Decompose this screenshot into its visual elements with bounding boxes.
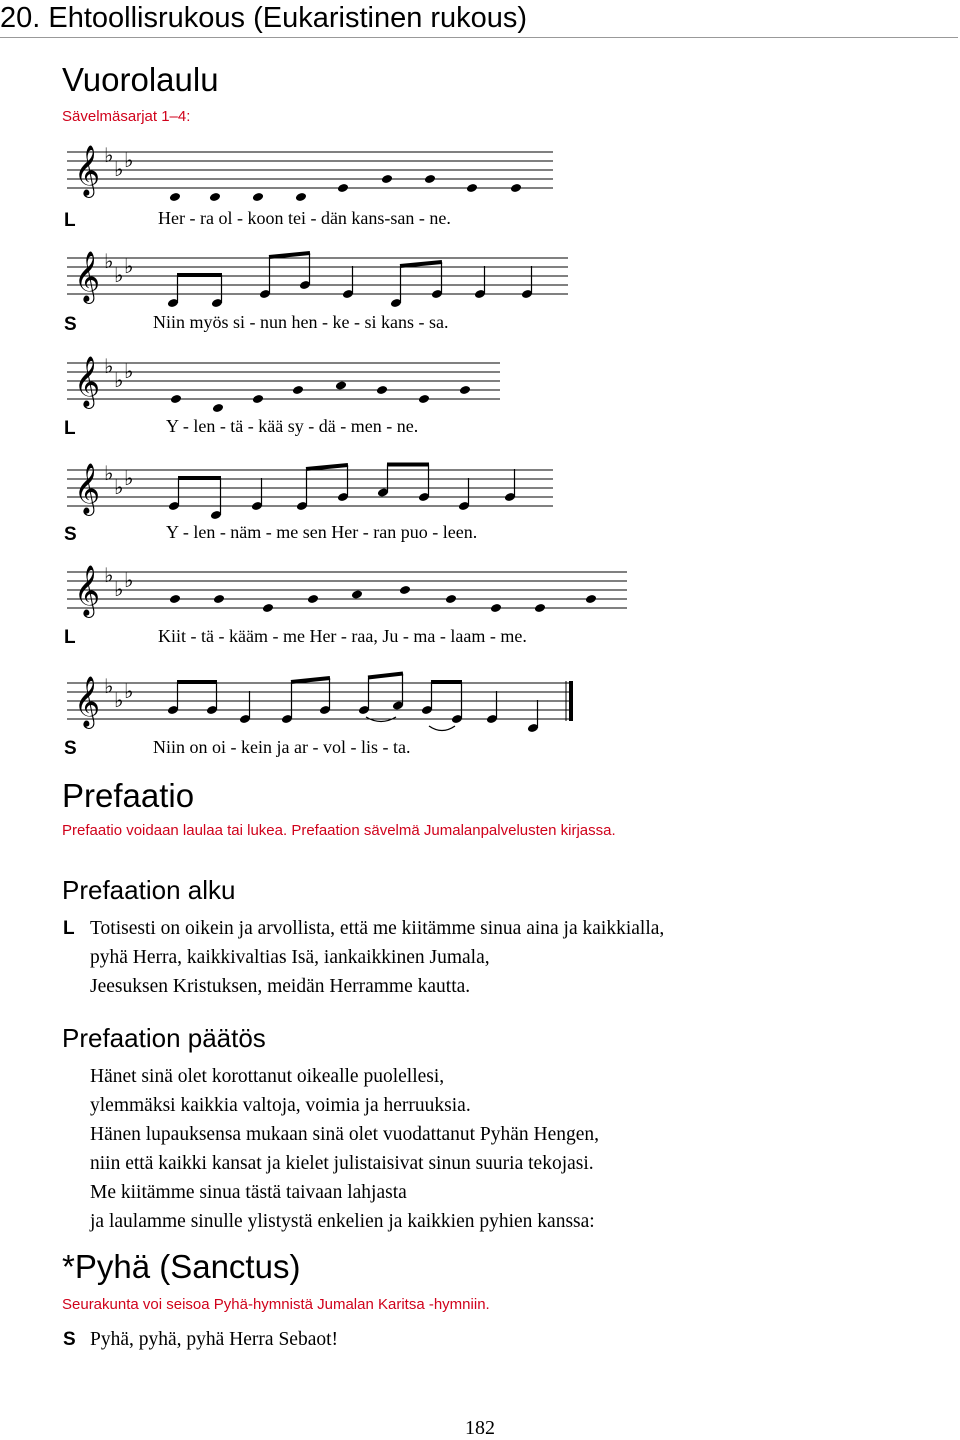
note-beam	[400, 262, 442, 266]
text-line: Hänet sinä olet korottanut oikealle puolellesi,	[90, 1066, 445, 1087]
role-marker-sanctus: S	[63, 1329, 76, 1350]
role-marker-3: L	[64, 418, 76, 439]
note-head	[295, 192, 307, 202]
note-head	[262, 603, 274, 613]
treble-clef-icon: 𝄞	[74, 356, 101, 407]
flat-sign-icon: ♭	[124, 254, 134, 278]
prefaatio-note: Prefaatio voidaan laulaa tai lukea. Prefaation sävelmä Jumalanpalvelusten kirjassa.	[62, 822, 616, 839]
prefaatio-heading: Prefaatio	[62, 777, 195, 814]
prefaation-alku-text	[90, 914, 664, 1001]
note-head	[445, 594, 457, 604]
treble-clef-icon: 𝄞	[74, 565, 101, 616]
note-head	[399, 585, 411, 595]
note-beam	[368, 674, 403, 678]
note-head	[376, 385, 388, 395]
text-line: ylemmäksi kaikkia valtoja, voimia ja herruuksia.	[90, 1095, 471, 1116]
note-head	[170, 394, 182, 404]
role-marker-alku: L	[63, 918, 75, 939]
flat-sign-icon: ♭	[114, 157, 124, 181]
prefaation-paatos-text	[90, 1062, 599, 1236]
final-bar-line	[569, 681, 573, 721]
note-head	[307, 594, 319, 604]
lyrics-line-2: Niin myös si - nun hen - ke - si kans - sa.	[153, 312, 449, 332]
lyrics-line-1: Her - ra ol - koon tei - dän kans-san - ne.	[158, 208, 451, 228]
page-number: 182	[465, 1417, 495, 1439]
role-marker-2: S	[64, 314, 77, 335]
note-head	[252, 394, 264, 404]
role-marker-4: S	[64, 524, 77, 545]
flat-sign-icon: ♭	[124, 359, 134, 383]
note-head	[534, 603, 546, 613]
note-head	[213, 594, 225, 604]
flat-sign-icon: ♭	[104, 249, 114, 273]
flat-sign-icon: ♭	[104, 354, 114, 378]
flat-sign-icon: ♭	[124, 679, 134, 703]
note-beam	[291, 678, 330, 682]
lyrics-line-4: Y - len - näm - me sen Her - ran puo - leen.	[166, 522, 478, 542]
flat-sign-icon: ♭	[104, 674, 114, 698]
vuorolaulu-note: Sävelmäsarjat 1–4:	[62, 108, 191, 125]
flat-sign-icon: ♭	[124, 568, 134, 592]
treble-clef-icon: 𝄞	[74, 463, 101, 514]
text-line: ja laulamme sinulle ylistystä enkelien ja kaikkien pyhien kanssa:	[90, 1211, 595, 1232]
treble-clef-icon: 𝄞	[74, 676, 101, 727]
text-line: pyhä Herra, kaikkivaltias Isä, iankaikkinen Jumala,	[90, 947, 490, 968]
note-beam	[269, 253, 310, 257]
note-head	[212, 403, 224, 413]
text-line: Me kiitämme sinua tästä taivaan lahjasta	[90, 1182, 407, 1203]
lyrics-line-5: Kiit - tä - kääm - me Her - raa, Ju - ma - laam - me.	[158, 626, 527, 646]
treble-clef-icon: 𝄞	[74, 251, 101, 302]
text-line: Hänen lupauksensa mukaan sinä olet vuodattanut Pyhän Hengen,	[90, 1124, 600, 1145]
flat-sign-icon: ♭	[114, 475, 124, 499]
flat-sign-icon: ♭	[114, 263, 124, 287]
note-head	[510, 183, 522, 193]
note-head	[424, 174, 436, 184]
flat-sign-icon: ♭	[114, 688, 124, 712]
note-head	[466, 183, 478, 193]
sanctus-note: Seurakunta voi seisoa Pyhä-hymnistä Jumalan Karitsa -hymniin.	[62, 1296, 490, 1313]
role-marker-5: L	[64, 627, 76, 648]
flat-sign-icon: ♭	[124, 466, 134, 490]
treble-clef-icon: 𝄞	[74, 145, 101, 196]
note-head	[585, 594, 597, 604]
flat-sign-icon: ♭	[114, 577, 124, 601]
note-head	[337, 183, 349, 193]
text-line: Totisesti on oikein ja arvollista, että me kiitämme sinua aina ja kaikkialla,	[90, 918, 665, 939]
flat-sign-icon: ♭	[114, 368, 124, 392]
note-beam	[306, 465, 348, 469]
lyrics-line-3: Y - len - tä - kää sy - dä - men - ne.	[166, 416, 419, 436]
role-marker-6: S	[64, 738, 77, 759]
tie-arc	[429, 726, 455, 731]
note-head	[169, 192, 181, 202]
prefaation-paatos-heading: Prefaation päätös	[62, 1023, 266, 1053]
role-marker-1: L	[64, 210, 76, 231]
note-head	[335, 380, 347, 390]
note-head	[209, 192, 221, 202]
flat-sign-icon: ♭	[104, 563, 114, 587]
sanctus-text: Pyhä, pyhä, pyhä Herra Sebaot!	[90, 1329, 339, 1350]
note-head	[418, 394, 430, 404]
lyrics-line-6: Niin on oi - kein ja ar - vol - lis - ta.	[153, 737, 411, 757]
note-head	[292, 385, 304, 395]
flat-sign-icon: ♭	[124, 148, 134, 172]
flat-sign-icon: ♭	[104, 143, 114, 167]
note-head	[459, 385, 471, 395]
note-head	[381, 174, 393, 184]
note-head	[490, 603, 502, 613]
prefaation-alku-heading: Prefaation alku	[62, 875, 236, 905]
chapter-title: 20. Ehtoollisrukous (Eukaristinen rukous)	[0, 2, 528, 34]
sanctus-heading: *Pyhä (Sanctus)	[62, 1248, 301, 1285]
vuorolaulu-heading: Vuorolaulu	[62, 61, 219, 98]
flat-sign-icon: ♭	[104, 461, 114, 485]
note-head	[351, 589, 363, 599]
text-line: niin että kaikki kansat ja kielet julistaisivat sinun suuria tekojasi.	[90, 1153, 594, 1174]
note-head	[169, 594, 181, 604]
text-line: Jeesuksen Kristuksen, meidän Herramme kautta.	[90, 976, 471, 997]
note-head	[252, 192, 264, 202]
